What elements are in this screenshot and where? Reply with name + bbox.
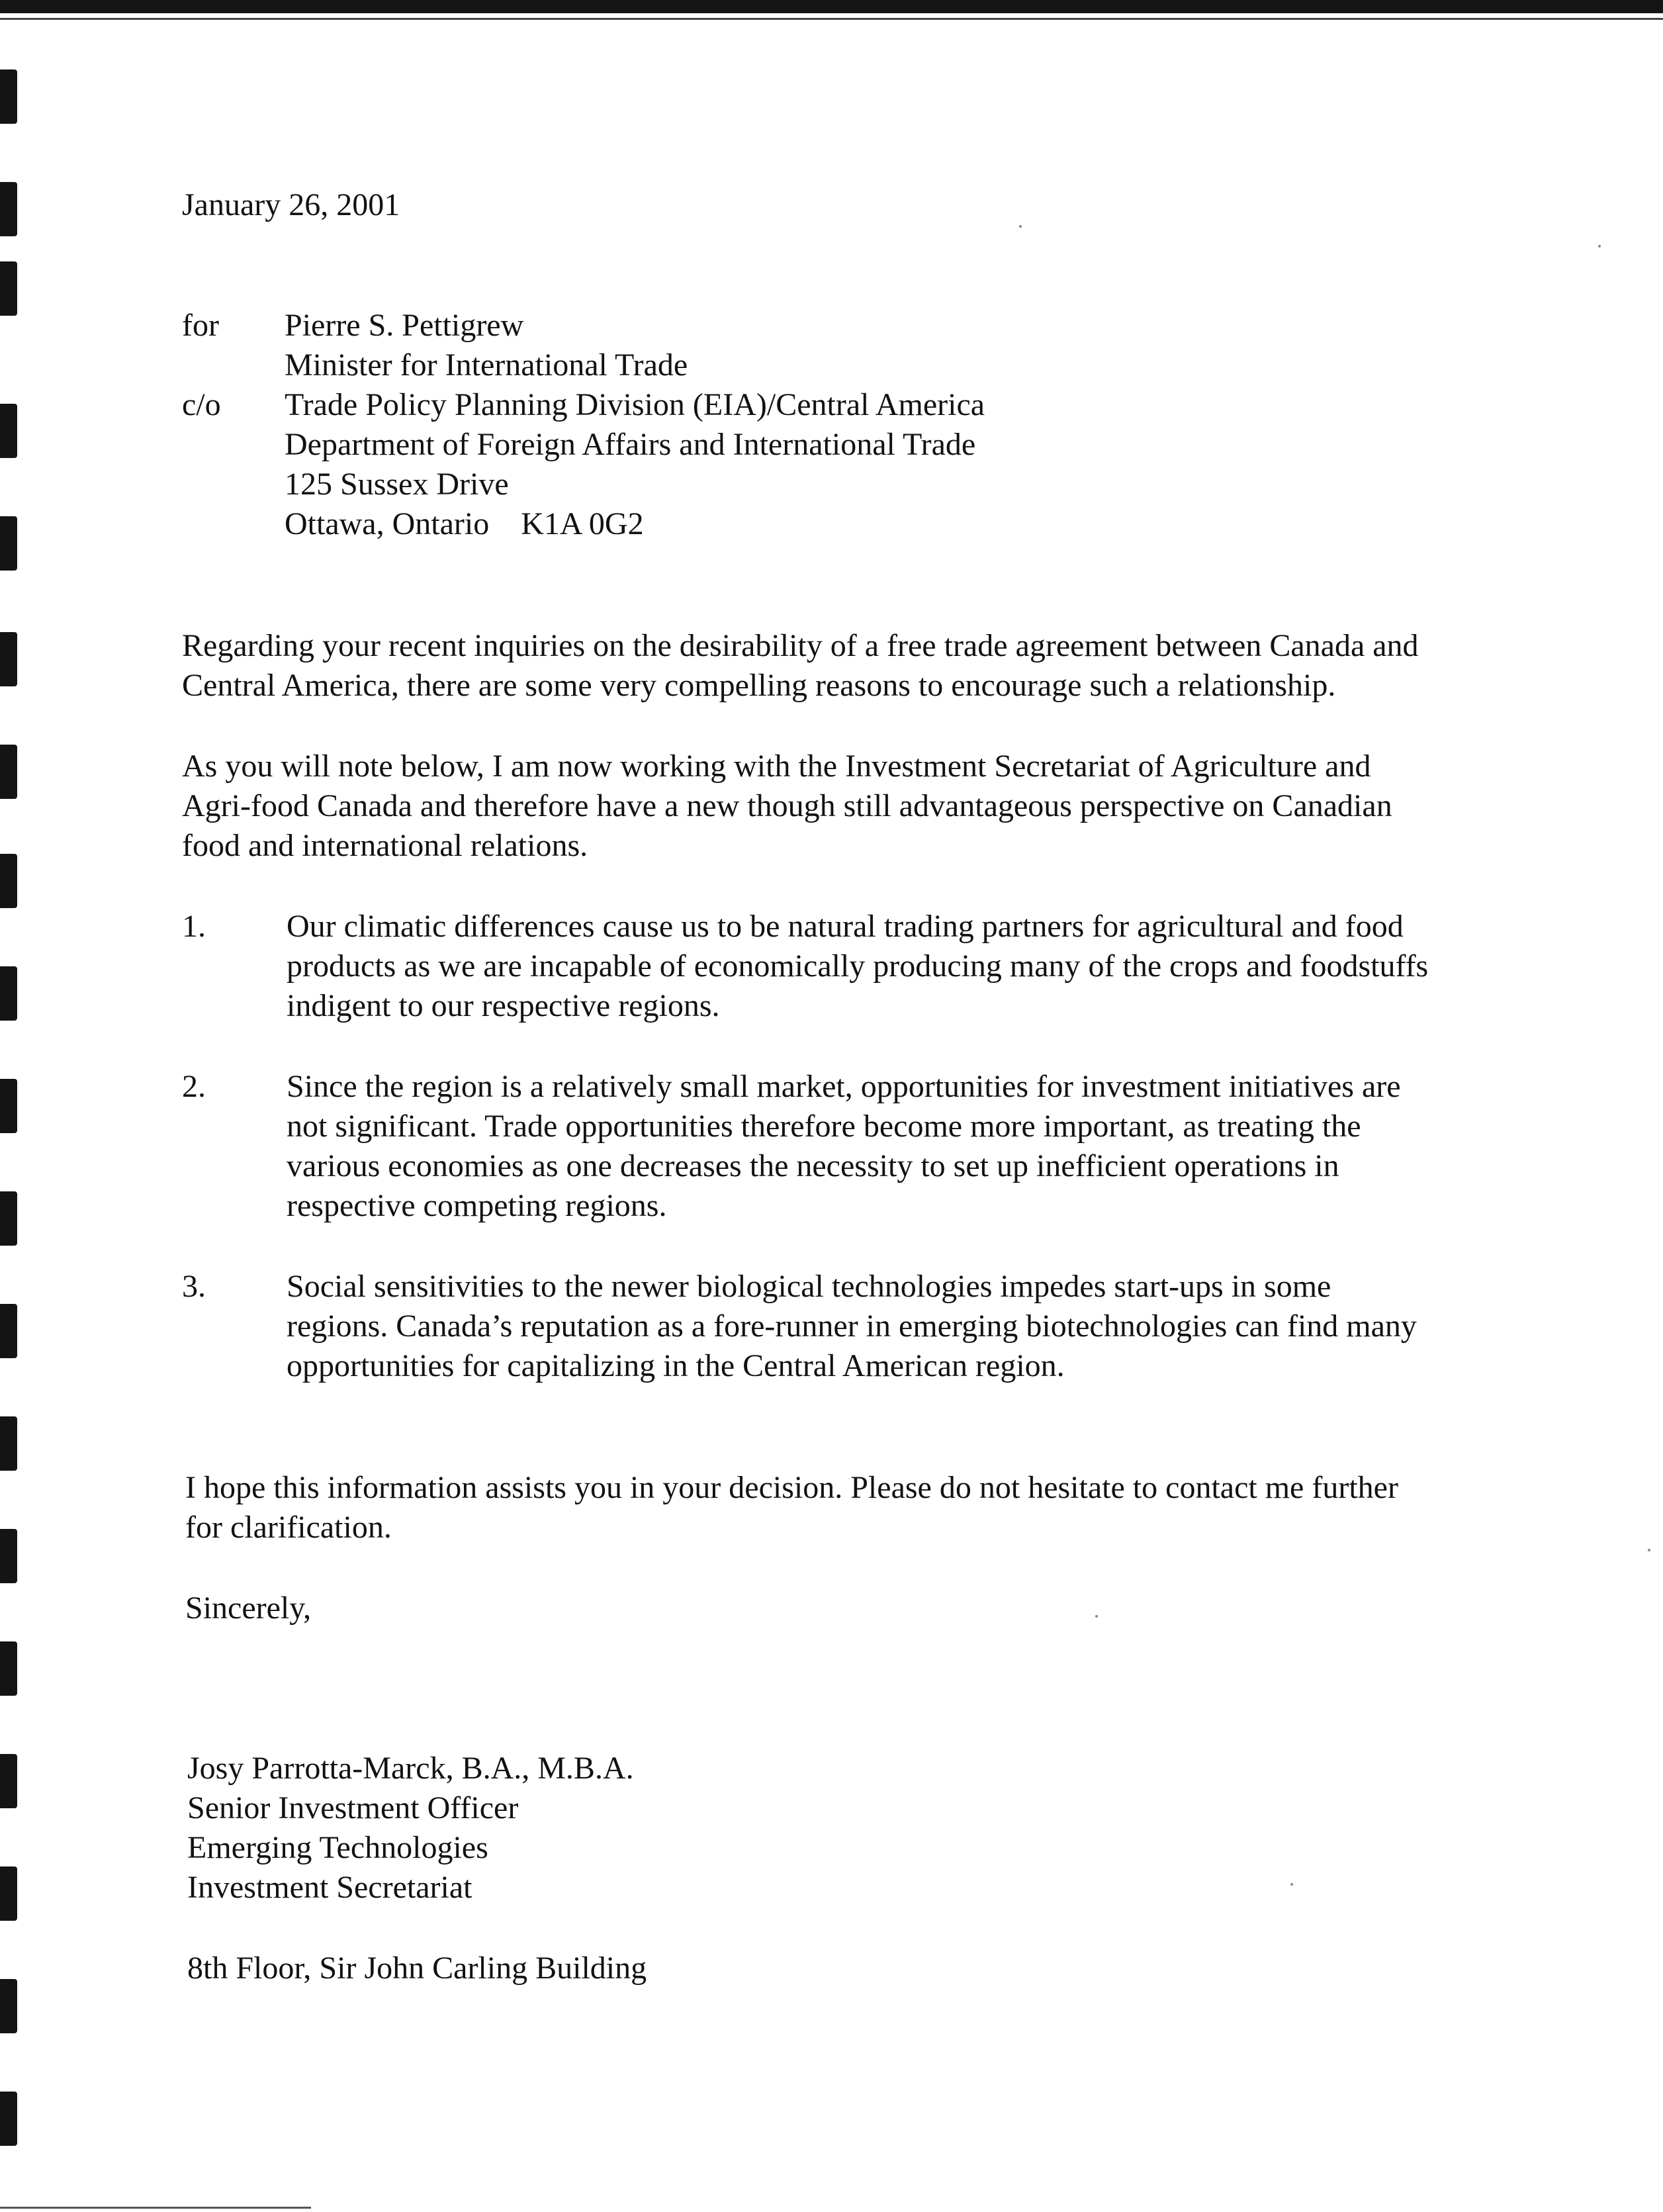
binder-hole-mark	[0, 1079, 17, 1133]
scan-top-border-thin	[0, 18, 1663, 20]
address-for-label: for	[182, 308, 219, 343]
recipient-name: Pierre S. Pettigrew	[285, 308, 524, 343]
list-item-line: Our climatic differences cause us to be natural trading partners for agricultural and food	[287, 909, 1404, 944]
paragraph-line: food and international relations.	[182, 828, 588, 863]
binder-hole-mark	[0, 854, 17, 908]
binder-hole-mark	[0, 1191, 17, 1246]
list-item-line: Social sensitivities to the newer biological technologies impedes start-ups in some	[287, 1269, 1331, 1304]
list-number: 3.	[182, 1269, 206, 1304]
scan-speck	[1648, 1549, 1650, 1551]
list-item-line: opportunities for capitalizing in the Central American region.	[287, 1348, 1065, 1383]
binder-hole-mark	[0, 1979, 17, 2033]
list-number: 1.	[182, 909, 206, 944]
binder-hole-mark	[0, 2092, 17, 2146]
paragraph-line: Central America, there are some very compelling reasons to encourage such a relationship.	[182, 668, 1336, 703]
signatory-department: Investment Secretariat	[187, 1870, 472, 1905]
binder-hole-mark	[0, 516, 17, 571]
list-item-line: not significant. Trade opportunities therefore become more important, as treating the	[287, 1109, 1361, 1144]
address-division: Trade Policy Planning Division (EIA)/Central America	[285, 387, 985, 422]
list-item-line: indigent to our respective regions.	[287, 988, 720, 1023]
paragraph-line: Agri-food Canada and therefore have a new though still advantageous perspective on Canadian	[182, 788, 1392, 823]
binder-hole-mark	[0, 966, 17, 1021]
valediction: Sincerely,	[185, 1590, 312, 1626]
address-city: Ottawa, Ontario K1A 0G2	[285, 506, 644, 541]
signatory-name: Josy Parrotta-Marck, B.A., M.B.A.	[187, 1751, 634, 1786]
list-item-line: various economies as one decreases the necessity to set up inefficient operations in	[287, 1148, 1339, 1183]
scan-speck	[1598, 245, 1601, 248]
signatory-title: Senior Investment Officer	[187, 1790, 519, 1825]
paragraph-line: for clarification.	[185, 1510, 392, 1545]
binder-hole-mark	[0, 1754, 17, 1808]
binder-hole-mark	[0, 404, 17, 458]
scan-top-border	[0, 0, 1663, 13]
signatory-location: 8th Floor, Sir John Carling Building	[187, 1951, 647, 1986]
scan-speck	[1290, 1883, 1293, 1886]
scan-speck	[1095, 1615, 1098, 1618]
binder-hole-mark	[0, 1416, 17, 1471]
paragraph-line: Regarding your recent inquiries on the desirability of a free trade agreement between Canada and	[182, 628, 1419, 663]
letter-date: January 26, 2001	[182, 187, 400, 222]
binder-hole-mark	[0, 632, 17, 686]
signatory-unit: Emerging Technologies	[187, 1830, 488, 1865]
list-item-line: products as we are incapable of economically producing many of the crops and foodstuffs	[287, 948, 1429, 984]
binder-hole-mark	[0, 1866, 17, 1921]
address-co-label: c/o	[182, 387, 221, 422]
list-item-line: respective competing regions.	[287, 1188, 667, 1223]
scan-speck	[1019, 225, 1022, 228]
binder-hole-mark	[0, 182, 17, 236]
paragraph-line: As you will note below, I am now working with the Investment Secretariat of Agriculture and	[182, 749, 1371, 784]
binder-hole-mark	[0, 1641, 17, 1696]
binder-hole-mark	[0, 745, 17, 799]
binder-hole-mark	[0, 1304, 17, 1358]
binder-hole-mark	[0, 1529, 17, 1583]
scan-bottom-line	[0, 2207, 311, 2209]
recipient-title: Minister for International Trade	[285, 347, 688, 383]
binder-hole-mark	[0, 261, 17, 316]
address-street: 125 Sussex Drive	[285, 467, 509, 502]
paragraph-line: I hope this information assists you in your decision. Please do not hesitate to contact me further	[185, 1470, 1398, 1505]
list-number: 2.	[182, 1069, 206, 1104]
list-item-line: regions. Canada’s reputation as a fore-runner in emerging biotechnologies can find many	[287, 1309, 1417, 1344]
list-item-line: Since the region is a relatively small market, opportunities for investment initiatives are	[287, 1069, 1401, 1104]
address-department: Department of Foreign Affairs and International Trade	[285, 427, 976, 462]
binder-hole-mark	[0, 69, 17, 124]
